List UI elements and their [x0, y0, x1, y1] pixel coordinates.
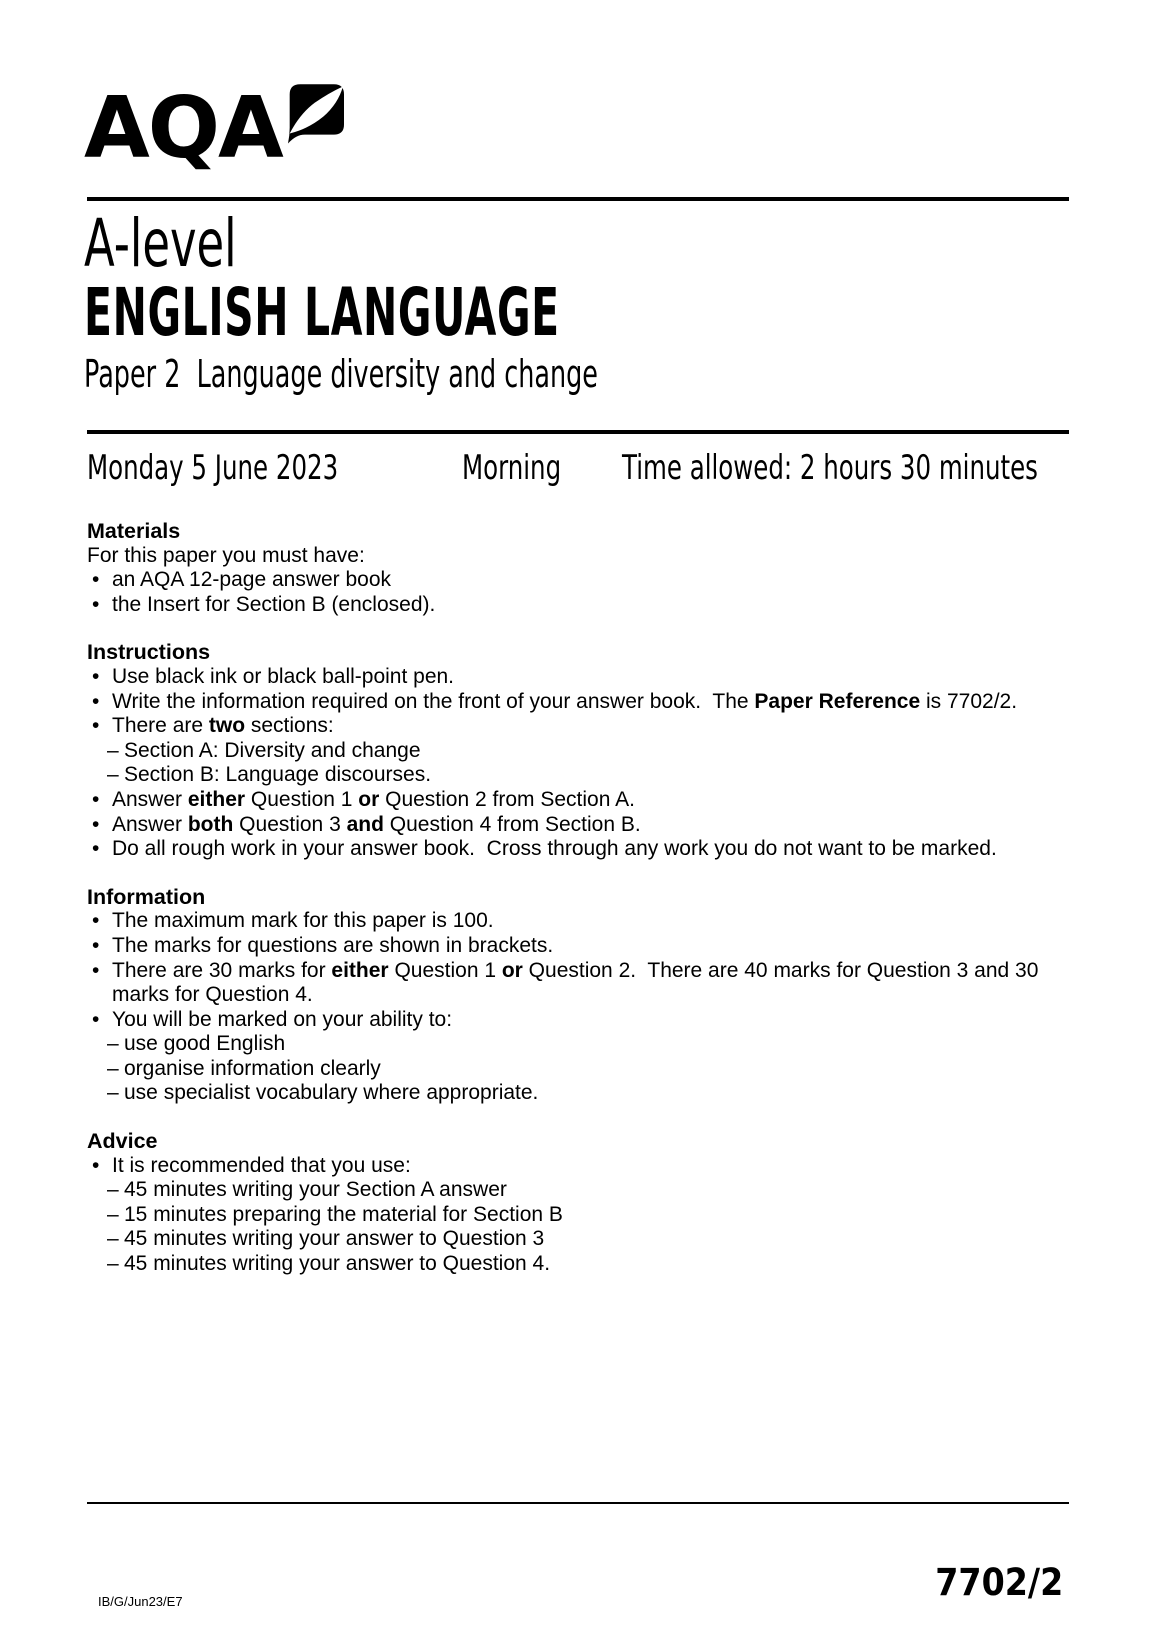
dash-item: [87, 1057, 1072, 1082]
bullet-item: [87, 1154, 1072, 1179]
dash-marker: –: [107, 1202, 119, 1226]
item-text: Do all rough work in your answer book. Cross through any work you do not want to be marked.: [112, 837, 997, 861]
header-bottom-rule: [87, 430, 1069, 434]
bullet-marker: •: [92, 909, 100, 933]
item-text: The marks for questions are shown in brackets.: [112, 933, 554, 957]
header-top-rule: [87, 197, 1069, 201]
bullet-marker: •: [92, 812, 100, 836]
bullet-marker: •: [92, 787, 100, 811]
item-text: There are two sections:: [112, 714, 334, 738]
section-heading-advice: Advice: [87, 1129, 158, 1154]
exam-meta-row: [87, 448, 1071, 488]
item-text: For this paper you must have:: [87, 543, 365, 567]
section-advice: [87, 1129, 1072, 1277]
bullet-item: [87, 959, 1072, 1008]
dash-item: [87, 763, 1072, 788]
item-text: 45 minutes writing your answer to Question 3: [124, 1227, 545, 1251]
cover-instructions-content: [87, 519, 1072, 1277]
bullet-marker: •: [92, 837, 100, 861]
bullet-marker: •: [92, 689, 100, 713]
dash-marker: –: [107, 763, 119, 787]
bullet-item: [87, 909, 1072, 934]
item-text: an AQA 12-page answer book: [112, 568, 392, 592]
section-heading-instructions: Instructions: [87, 640, 211, 665]
bullet-item: [87, 690, 1072, 715]
dash-item: [87, 1032, 1072, 1057]
section-intro: [87, 544, 1072, 569]
bullet-marker: •: [92, 664, 100, 688]
bullet-item: [87, 934, 1072, 959]
bullet-item: [87, 813, 1072, 838]
dash-marker: –: [107, 1081, 119, 1105]
dash-marker: –: [107, 1032, 119, 1056]
item-text: Section A: Diversity and change: [124, 738, 421, 762]
item-text: Section B: Language discourses.: [124, 763, 432, 787]
section-heading-materials: Materials: [87, 519, 181, 543]
footer-code: IB/G/Jun23/E7: [98, 1594, 183, 1609]
item-text: the Insert for Section B (enclosed).: [112, 592, 436, 616]
dash-item: [87, 1252, 1072, 1277]
item-text: use good English: [124, 1032, 286, 1056]
dash-item: [87, 1227, 1072, 1252]
section-information: [87, 885, 1072, 1106]
exam-date: Monday 5 June 2023: [87, 448, 339, 488]
dash-marker: –: [107, 1178, 119, 1202]
bullet-item: [87, 788, 1072, 813]
item-text: Answer both Question 3 and Question 4 from Section B.: [112, 812, 641, 836]
footer-rule: [87, 1502, 1069, 1504]
bullet-marker: •: [92, 1153, 100, 1177]
bullet-marker: •: [92, 958, 100, 982]
item-text: It is recommended that you use:: [112, 1153, 411, 1177]
paper-title: Paper 2 Language diversity and change: [84, 352, 598, 396]
item-text: Answer either Question 1 or Question 2 from Section A.: [112, 787, 635, 811]
section-heading-information: Information: [87, 884, 206, 909]
bullet-item: [87, 837, 1072, 862]
bullet-marker: •: [92, 568, 100, 592]
item-text: The maximum mark for this paper is 100.: [112, 909, 494, 933]
bullet-marker: •: [92, 933, 100, 957]
dash-item: [87, 1081, 1072, 1106]
item-text: You will be marked on your ability to:: [112, 1007, 453, 1031]
item-text: Use black ink or black ball-point pen.: [112, 664, 455, 688]
dash-marker: –: [107, 1227, 119, 1251]
bullet-marker: •: [92, 714, 100, 738]
dash-item: [87, 739, 1072, 764]
section-instructions: [87, 640, 1072, 861]
dash-item: [87, 1178, 1072, 1203]
time-allowed: Time allowed: 2 hours 30 minutes: [622, 448, 1038, 488]
item-text: 45 minutes writing your answer to Question 4.: [124, 1252, 551, 1276]
qualification-title: A-level: [84, 205, 237, 282]
bullet-item: [87, 593, 1072, 618]
bullet-item: [87, 568, 1072, 593]
bullet-marker: •: [92, 1007, 100, 1031]
paper-reference-code: 7702/2: [934, 1561, 1063, 1604]
item-text: There are 30 marks for either Question 1 or Question 2. There are 40 marks for Question 3 and 30 marks for Question 4.: [112, 958, 1045, 1007]
item-text: Write the information required on the front of your answer book. The Paper Reference is 7702/2.: [112, 689, 1018, 713]
item-text: organise information clearly: [124, 1056, 381, 1080]
bullet-marker: •: [92, 592, 100, 616]
bullet-item: [87, 665, 1072, 690]
item-text: use specialist vocabulary where appropriate.: [124, 1081, 539, 1105]
dash-marker: –: [107, 1056, 119, 1080]
dash-marker: –: [107, 738, 119, 762]
bullet-item: [87, 1008, 1072, 1033]
aqa-logo-text: AQA: [84, 79, 282, 178]
aqa-leaf-icon: [288, 84, 344, 146]
subject-title: ENGLISH LANGUAGE: [84, 274, 560, 351]
section-materials: [87, 519, 1072, 617]
bullet-item: [87, 714, 1072, 739]
exam-session: Morning: [462, 448, 562, 488]
dash-marker: –: [107, 1252, 119, 1276]
item-text: 15 minutes preparing the material for Section B: [124, 1202, 563, 1226]
item-text: 45 minutes writing your Section A answer: [124, 1178, 507, 1202]
dash-item: [87, 1203, 1072, 1228]
